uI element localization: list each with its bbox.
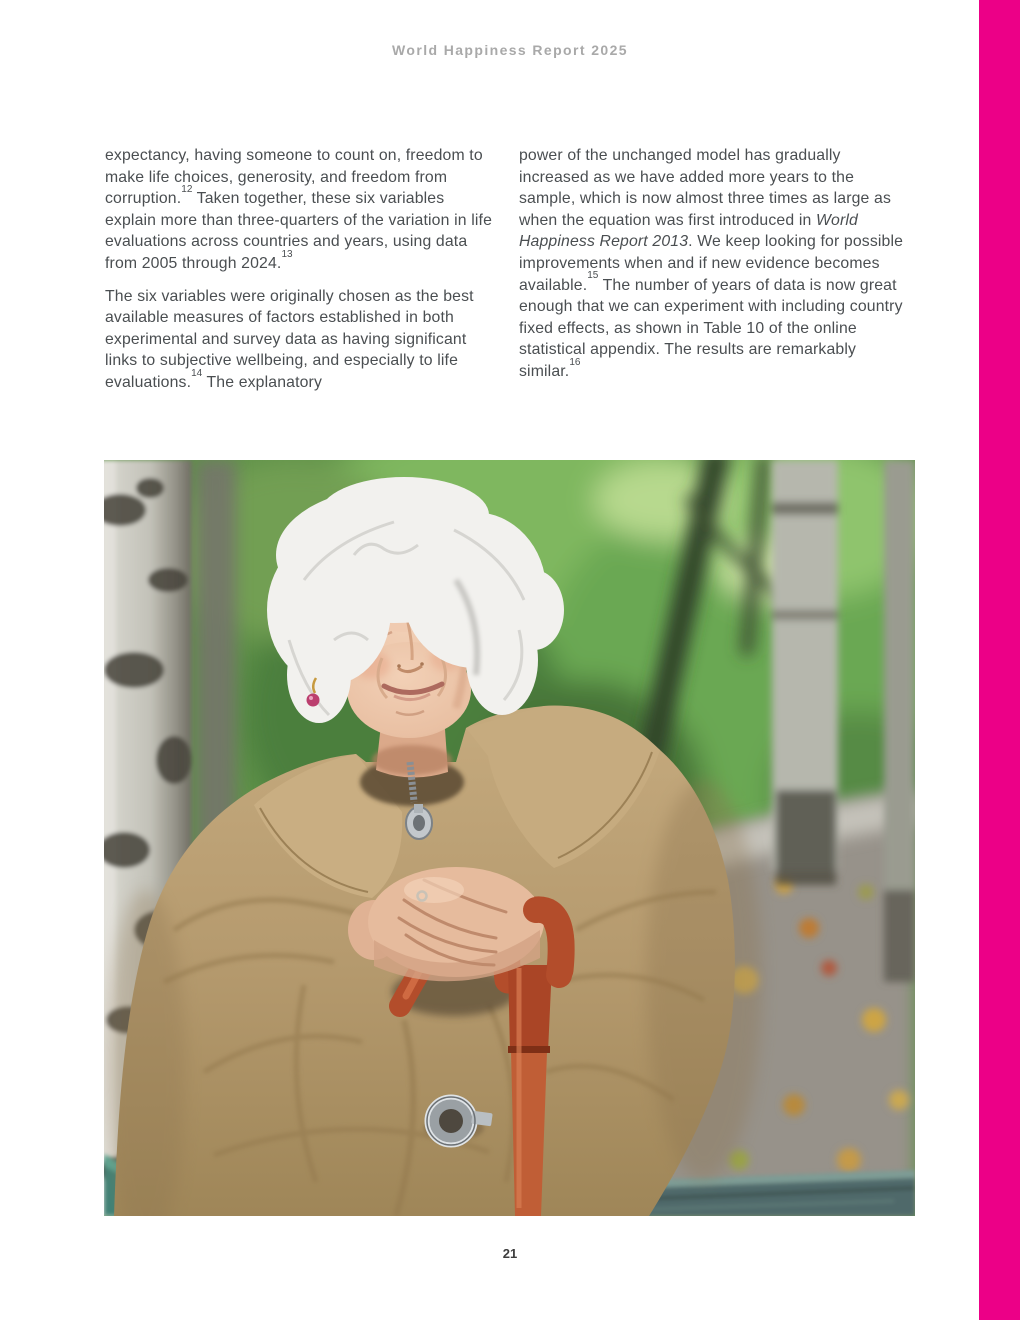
accent-bar [979,0,1020,1320]
photo-elderly-woman [104,460,915,1216]
page-number: 21 [502,1246,518,1261]
paragraph: The six variables were originally chosen as the best available measures of factors established in both experimental and survey data as having significant links to subjective wellbeing, and especially to life evaluations.$^{14}$ The explanatory [105,287,474,391]
right-column [519,145,910,405]
article-body [105,145,910,405]
paragraph: power of the unchanged model has gradually increased as we have added more years to the sample, which is now almost three times as large as when the equation was first introduced in World Happiness Report 2013. We keep looking for possible improvements when and if new evidence becomes available.$^{15}$ The number of years of data is now great enough that we can experiment with including country fixed effects, as shown in Table 10 of the online statistical appendix. The results are remarkably similar.$^{16}$ [519,147,904,380]
left-column [105,145,496,405]
page-header: World Happiness Report 2025 [392,42,628,58]
paragraph: expectancy, having someone to count on, freedom to make life choices, generosity, and freedom from corruption.$^{12}$ Taken together, these six variables explain more than three-quarters of the variation in life evaluations across countries and years, using data from 2005 through 2024.13 [105,147,493,272]
